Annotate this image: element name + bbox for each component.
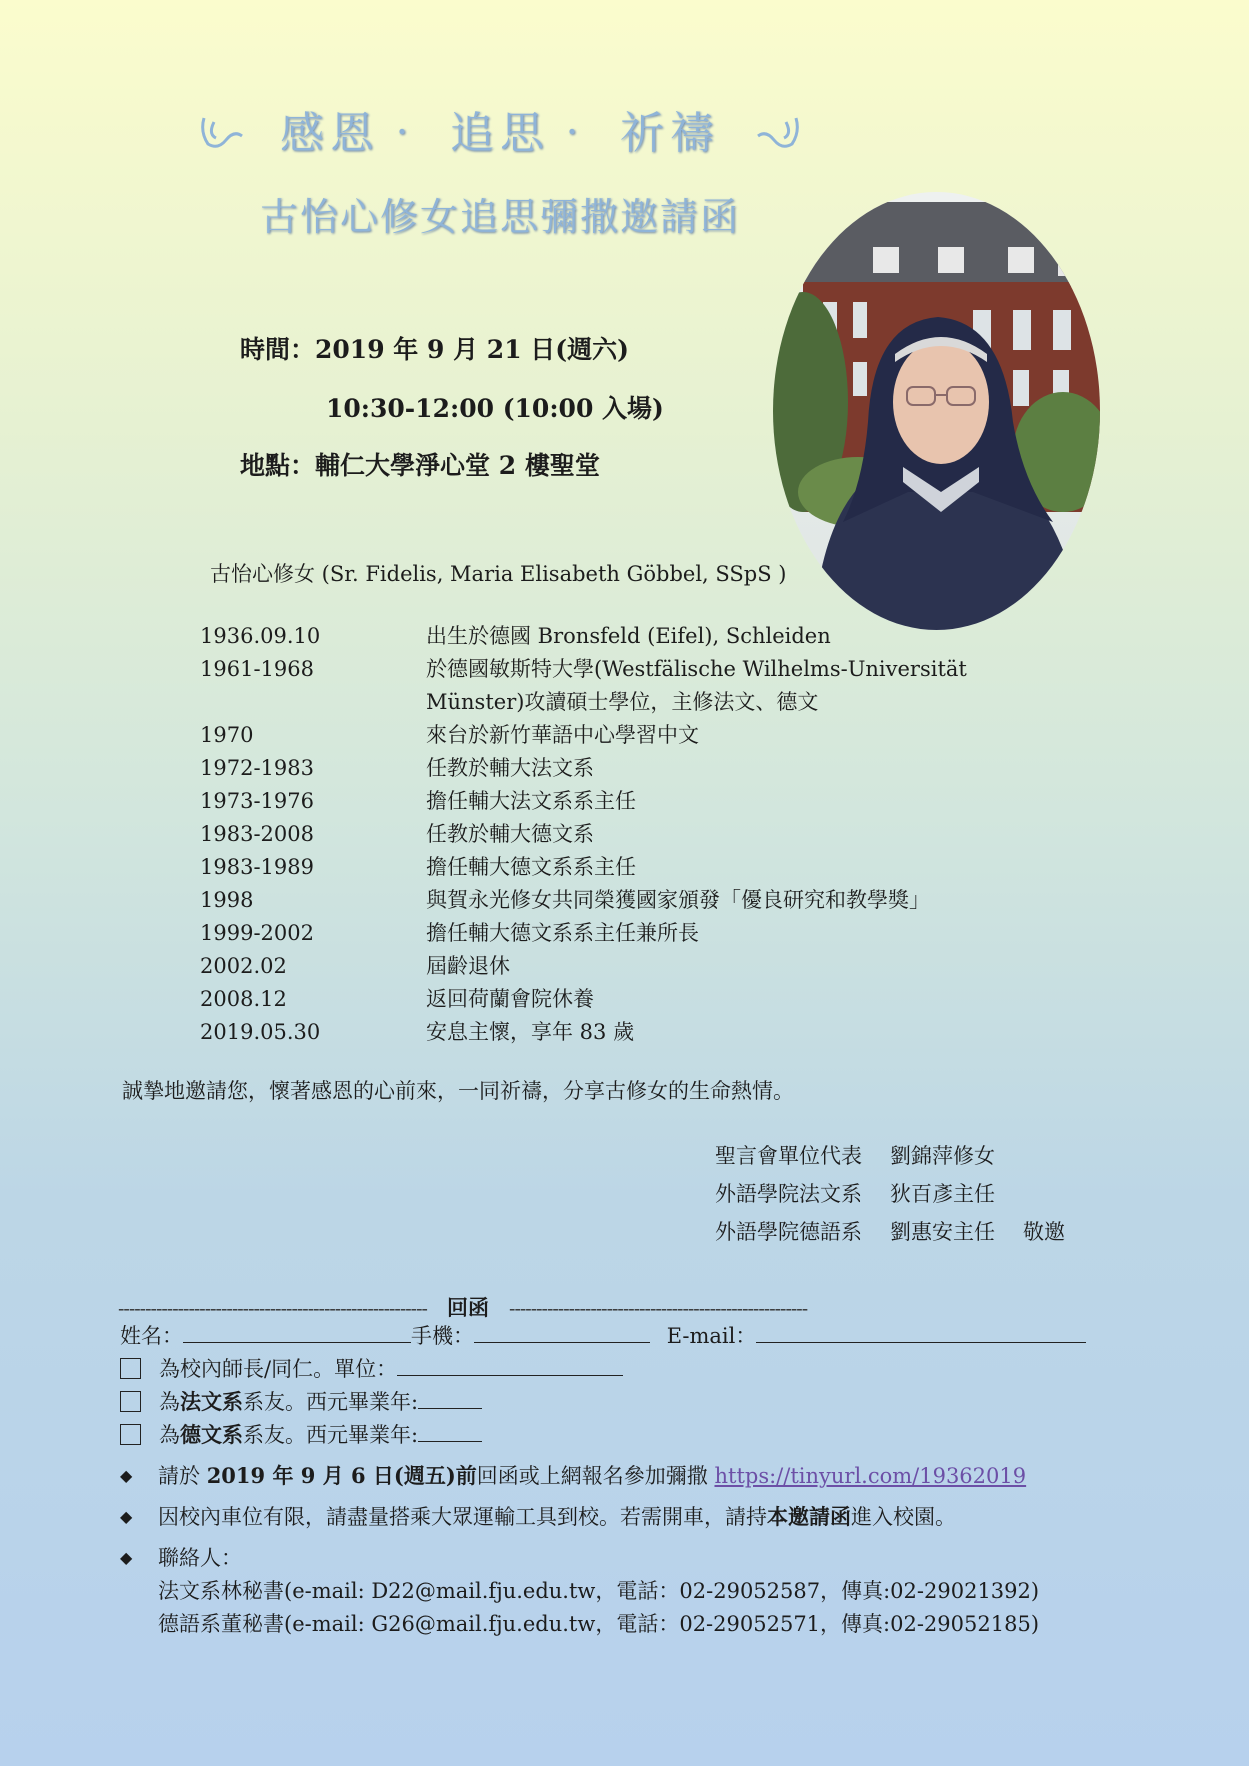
bullet-icon: ◆ (120, 1507, 133, 1526)
bio-row: 1936.09.10 出生於德國 Bronsfeld (Eifel), Schleiden (200, 624, 831, 648)
german-grad-year-field[interactable] (418, 1421, 482, 1442)
staff-checkbox[interactable] (120, 1358, 141, 1379)
phone-field[interactable] (474, 1322, 650, 1343)
bio-row: Münster)攻讀碩士學位，主修法文、德文 (426, 690, 819, 714)
bio-row: 2019.05.30 安息主懷，享年 83 歲 (200, 1020, 635, 1044)
bio-row: 1998 與賀永光修女共同榮獲國家頒發「優良研究和教學獎」 (200, 888, 930, 912)
email-field[interactable] (756, 1322, 1086, 1343)
time-detail: 10:30-12:00 (10:00 入場) (326, 394, 664, 423)
signature-line: 聖言會單位代表 劉錦萍修女 (715, 1144, 995, 1168)
bio-heading: 古怡心修女 (Sr. Fidelis, Maria Elisabeth Göbbel, SSpS ) (210, 562, 787, 586)
bio-row: 1999-2002 擔任輔大德文系系主任兼所長 (200, 921, 699, 945)
reply-label: 回函 (446, 1295, 489, 1320)
option-staff: 為校內師長/同仁。單位： (120, 1353, 623, 1383)
bullet-icon: ◆ (120, 1548, 133, 1567)
name-field[interactable] (183, 1322, 411, 1343)
bio-row: 1972-1983 任教於輔大法文系 (200, 756, 594, 780)
ornament-right-icon (740, 108, 802, 159)
bio-row: 1961-1968 於德國敏斯特大學(Westfälische Wilhelms-Universität (200, 657, 967, 681)
portrait-photo (773, 192, 1100, 630)
bio-row: 2002.02 屆齡退休 (200, 954, 510, 978)
french-grad-year-field[interactable] (418, 1388, 482, 1409)
unit-field[interactable] (397, 1355, 623, 1376)
note-parking: 因校內車位有限，請盡量搭乘大眾運輸工具到校。若需開車，請持本邀請函進入校園。 (158, 1504, 956, 1529)
german-alumni-checkbox[interactable] (120, 1424, 141, 1445)
bio-row: 1983-1989 擔任輔大德文系系主任 (200, 855, 636, 879)
bullet-icon: ◆ (120, 1466, 133, 1485)
option-french-alumni: 為法文系系友。西元畢業年: (120, 1386, 482, 1416)
option-german-alumni: 為德文系系友。西元畢業年: (120, 1419, 482, 1449)
invitation-text: 誠摯地邀請您，懷著感恩的心前來，一同祈禱，分享古修女的生命熱情。 (122, 1079, 794, 1103)
bio-row: 2008.12 返回荷蘭會院休養 (200, 987, 594, 1011)
bio-row: 1970 來台於新竹華語中心學習中文 (200, 723, 699, 747)
french-alumni-checkbox[interactable] (120, 1391, 141, 1412)
note-contact-label: 聯絡人： (158, 1546, 242, 1570)
reply-divider: --------------------------------------------------------- 回函 ------------------------------------------------------- (118, 1295, 808, 1320)
time-line: 時間：2019 年 9 月 21 日(週六) (240, 335, 629, 364)
bio-row: 1983-2008 任教於輔大德文系 (200, 822, 594, 846)
main-title: 感恩‧ 追思‧ 祈禱 (0, 97, 1000, 161)
contact-french: 法文系林秘書(e-mail: D22@mail.fju.edu.tw，電話：02-29052587，傳真:02-29021392) (158, 1579, 1040, 1603)
bio-row: 1973-1976 擔任輔大法文系系主任 (200, 789, 636, 813)
registration-link[interactable]: https://tinyurl.com/19362019 (714, 1464, 1027, 1488)
place-line: 地點：輔仁大學淨心堂 2 樓聖堂 (240, 451, 600, 480)
signature-line: 外語學院德語系 劉惠安主任 敬邀 (715, 1220, 1065, 1244)
note-deadline: 請於 2019 年 9 月 6 日(週五)前回函或上網報名參加彌撒 https://tinyurl.com/19362019 (158, 1463, 1027, 1488)
ornament-left-icon (198, 108, 280, 159)
reply-contact-row: 姓名： 手機： E-mail： (120, 1320, 1086, 1350)
contact-german: 德語系董秘書(e-mail: G26@mail.fju.edu.tw，電話：02-29052571，傳真:02-29052185) (158, 1612, 1040, 1636)
subtitle: 古怡心修女追思彌撒邀請函 (259, 195, 740, 239)
signature-line: 外語學院法文系 狄百彥主任 (715, 1182, 995, 1206)
